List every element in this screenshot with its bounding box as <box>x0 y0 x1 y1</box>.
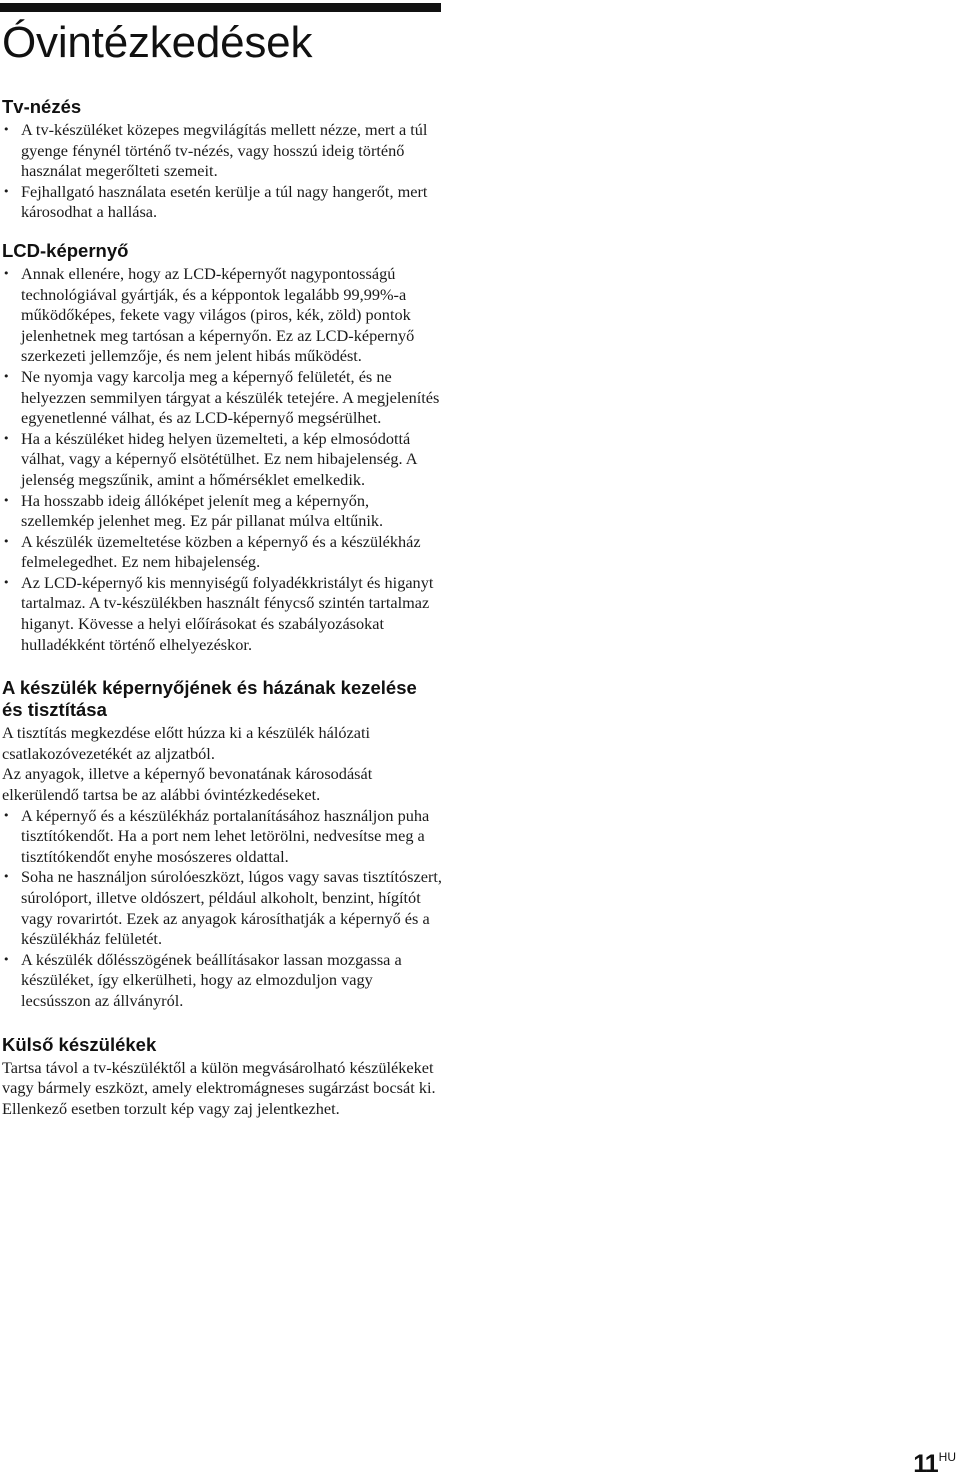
list-item <box>2 120 442 182</box>
content-column <box>2 96 442 1119</box>
bullet-icon: • <box>3 123 10 136</box>
bullet-icon: • <box>3 808 10 822</box>
list-item-text: A készülék üzemeltetése közben a képernyő és a készülékház felmelegedhet. Ez nem hibajelenség. <box>21 531 421 572</box>
list-item-text: Az LCD-képernyő kis mennyiségű folyadékkristályt és higanyt tartalmaz. A tv-készülékben használt fénycső szintén tartalmaz higanyt. Kövesse a helyi előírásokat és szabályozásokat hulladékként történő elhelyezéskor. <box>21 572 434 654</box>
section-heading-external: Külső készülékek <box>2 1033 157 1055</box>
header-rule <box>0 3 441 12</box>
bullet-icon: • <box>3 952 10 966</box>
list-item <box>2 573 442 655</box>
language-code: HU <box>938 1450 956 1464</box>
list-item-text: Ha hosszabb ideig állóképet jelenít meg a képernyőn, szellemkép jelenhet meg. Ez pár pillanat múlva eltűnik. <box>21 490 384 531</box>
bullet-icon: • <box>3 184 10 198</box>
list-item <box>2 532 442 573</box>
section-lcd <box>2 240 442 655</box>
bullet-list-cleaning <box>2 806 442 1012</box>
list-item-text: Fejhallgató használata esetén kerülje a túl nagy hangerőt, mert károsodhat a hallása. <box>21 181 428 222</box>
section-cleaning <box>2 677 442 1011</box>
list-item <box>2 491 442 532</box>
list-item <box>2 950 442 1012</box>
section-heading-cleaning: A készülék képernyőjének és házának kezelése és tisztítása <box>2 677 417 721</box>
list-item <box>2 867 442 949</box>
bullet-icon: • <box>3 431 10 445</box>
list-item <box>2 429 442 491</box>
bullet-icon: • <box>3 493 10 507</box>
section-heading-tv: Tv-nézés <box>2 96 82 117</box>
section-external <box>2 1034 442 1120</box>
list-item-text: A képernyő és a készülékház portalanításához használjon puha tisztítókendőt. Ha a port nem lehet letörölni, nedvesítse meg a tisztítókendőt enyhe mosószeres oldattal. <box>21 805 430 866</box>
list-item <box>2 182 442 223</box>
paragraph: A tisztítás megkezdése előtt húzza ki a készülék hálózati csatlakozóvezetékét az aljzatból. <box>2 723 370 763</box>
list-item <box>2 806 442 868</box>
bullet-list-tv <box>2 120 442 223</box>
bullet-icon: • <box>3 534 10 548</box>
paragraph: Az anyagok, illetve a képernyő bevonatának károsodását elkerülendő tartsa be az alábbi óvintézkedéseket. <box>2 764 373 805</box>
list-item-text: A készülék dőlésszögének beállításakor lassan mozgassa a készüléket, így elkerülheti, hogy az elmozduljon vagy lecsússzon az állványról. <box>21 949 402 1010</box>
list-item-text: Ne nyomja vagy karcolja meg a képernyő felületét, és ne helyezzen semmilyen tárgyat a készülék tetejére. A megjelenítés egyenetlenné válhat, és az LCD-képernyő megsérülhet. <box>21 366 440 428</box>
list-item-text: Soha ne használjon súrolóeszközt, lúgos vagy savas tisztítószert, súrolóport, illetve oldószert, például alkoholt, benzint, hígítót vagy rovarirtót. Ezek az anyagok károsíthatják a képernyő és a készülékház felületét. <box>21 867 442 949</box>
page-number <box>913 1450 956 1479</box>
page-number-value: 11 <box>913 1450 938 1478</box>
section-heading-lcd: LCD-képernyő <box>2 239 129 261</box>
bullet-icon: • <box>3 266 10 280</box>
paragraph: Tartsa távol a tv-készüléktől a külön megvásárolható készülékeket vagy bármely eszközt, amely elektromágneses sugárzást bocsát ki. Ellenkező esetben torzult kép vagy zaj jelentkezhet. <box>2 1057 436 1118</box>
list-item <box>2 367 442 429</box>
bullet-icon: • <box>3 369 10 383</box>
bullet-icon: • <box>3 575 10 589</box>
bullet-list-lcd <box>2 264 442 655</box>
section-tv <box>2 96 442 223</box>
bullet-icon: • <box>3 870 10 884</box>
list-item <box>2 264 442 367</box>
list-item-text: Ha a készüléket hideg helyen üzemelteti, a kép elmosódottá válhat, vagy a képernyő elsötétülhet. Ez nem hibajelenség. A jelenség megszűnik, amint a hőmérséklet emelkedik. <box>21 428 417 489</box>
list-item-text: A tv-készüléket közepes megvilágítás mellett nézze, mert a túl gyenge fénynél történő tv-nézés, vagy hosszú ideig történő használat megerőlteti szemeit. <box>21 120 428 181</box>
page-title: Óvintézkedések <box>2 18 313 67</box>
list-item-text: Annak ellenére, hogy az LCD-képernyőt nagypontosságú technológiával gyártják, és a képpontok legalább 99,99%-a működőképes, fekete vagy világos (piros, kék, zöld) pontok jelenhetnek meg tartósan a képernyőn. Ez az LCD-képernyő szerkezeti jellemzője, és nem jelent hibás működést. <box>21 263 415 366</box>
